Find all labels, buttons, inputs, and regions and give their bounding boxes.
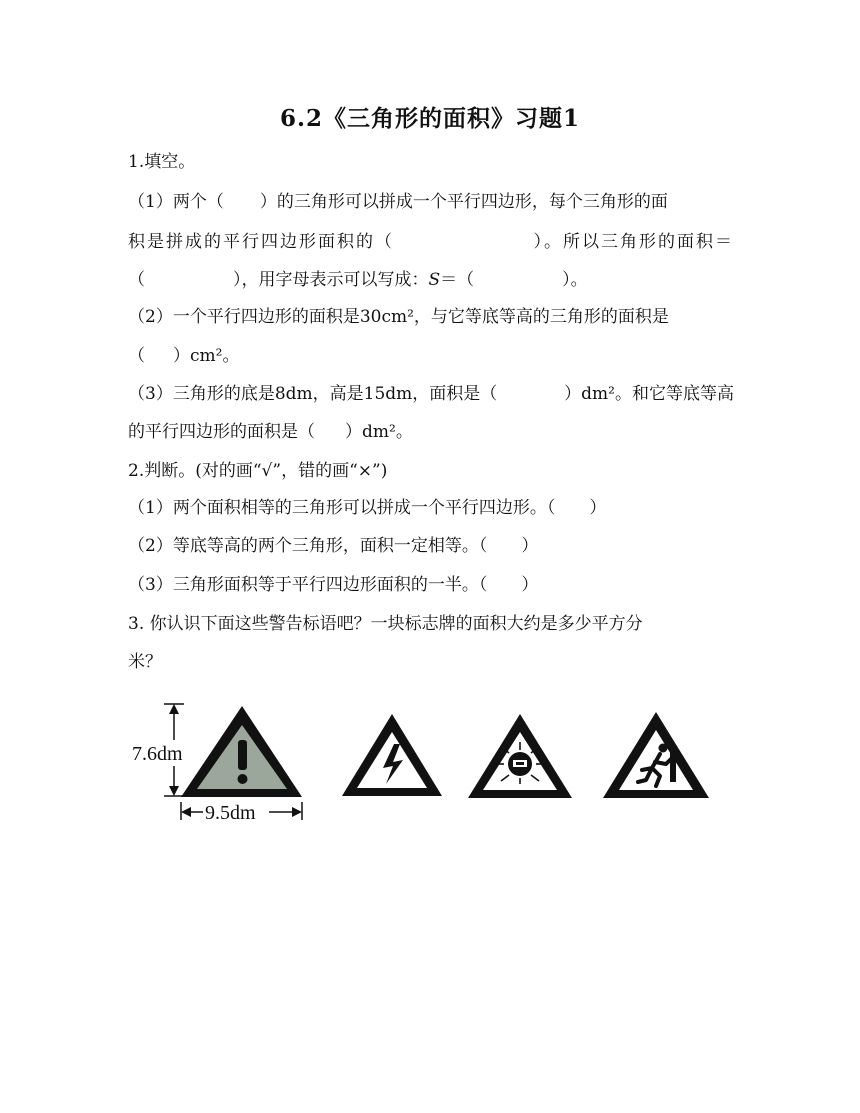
formula-symbol: S (428, 270, 441, 290)
q1-part1-text: ）。所以三角形的面积＝ (533, 232, 734, 252)
q2-item: （2）等底等高的两个三角形，面积一定相等。（ ） (128, 536, 539, 556)
escape-warning-sign (603, 712, 709, 798)
q1-part3-line1 (128, 382, 734, 406)
q1-part1-text: （1）两个（ (128, 192, 224, 212)
base-label: 9.5dm (205, 802, 256, 824)
q1-part2-line2: （ ）cm²。 (128, 346, 240, 366)
q1-heading: 1.填空。 (128, 152, 196, 172)
q1-part1-line3: （ ），用字母表示可以写成：S＝（ ）。 (128, 270, 588, 290)
q1-part1-text: ）的三角形可以拼成一个平行四边形，每个三角形的面 (259, 192, 668, 212)
q2-item: （1）两个面积相等的三角形可以拼成一个平行四边形。（ ） (128, 498, 607, 518)
q3-line1: 3. 你认识下面这些警告标语吧？一块标志牌的面积大约是多少平方分 (128, 614, 643, 634)
q1-part1-line1 (128, 190, 668, 214)
q1-part3-text: ）dm²。和它等底等高 (564, 384, 734, 404)
page-title: 6.2《三角形的面积》习题1 (279, 105, 581, 132)
q1-part3-text: （3）三角形的底是8dm，高是15dm，面积是（ (128, 384, 498, 404)
q1-part2-line1: （2）一个平行四边形的面积是30cm²，与它等底等高的三角形的面积是 (128, 307, 669, 327)
exclamation-icon (238, 740, 247, 770)
q1-part3-line2: 的平行四边形的面积是（ ）dm²。 (128, 422, 413, 442)
electric-shock-warning-sign (342, 714, 442, 796)
q2-item: （3）三角形面积等于平行四边形面积的一半。（ ） (128, 575, 539, 595)
warning-signs-figure (128, 692, 728, 832)
radiation-warning-sign (468, 714, 572, 798)
q2-heading: 2.判断。(对的画“√”，错的画“×”) (128, 461, 388, 481)
q1-part1-text: 积是拼成的平行四边形面积的（ (128, 232, 394, 252)
q3-line2: 米？ (128, 652, 162, 672)
height-label: 7.6dm (132, 743, 183, 765)
q1-part1-line2 (128, 230, 734, 254)
base-dimension (181, 800, 302, 824)
